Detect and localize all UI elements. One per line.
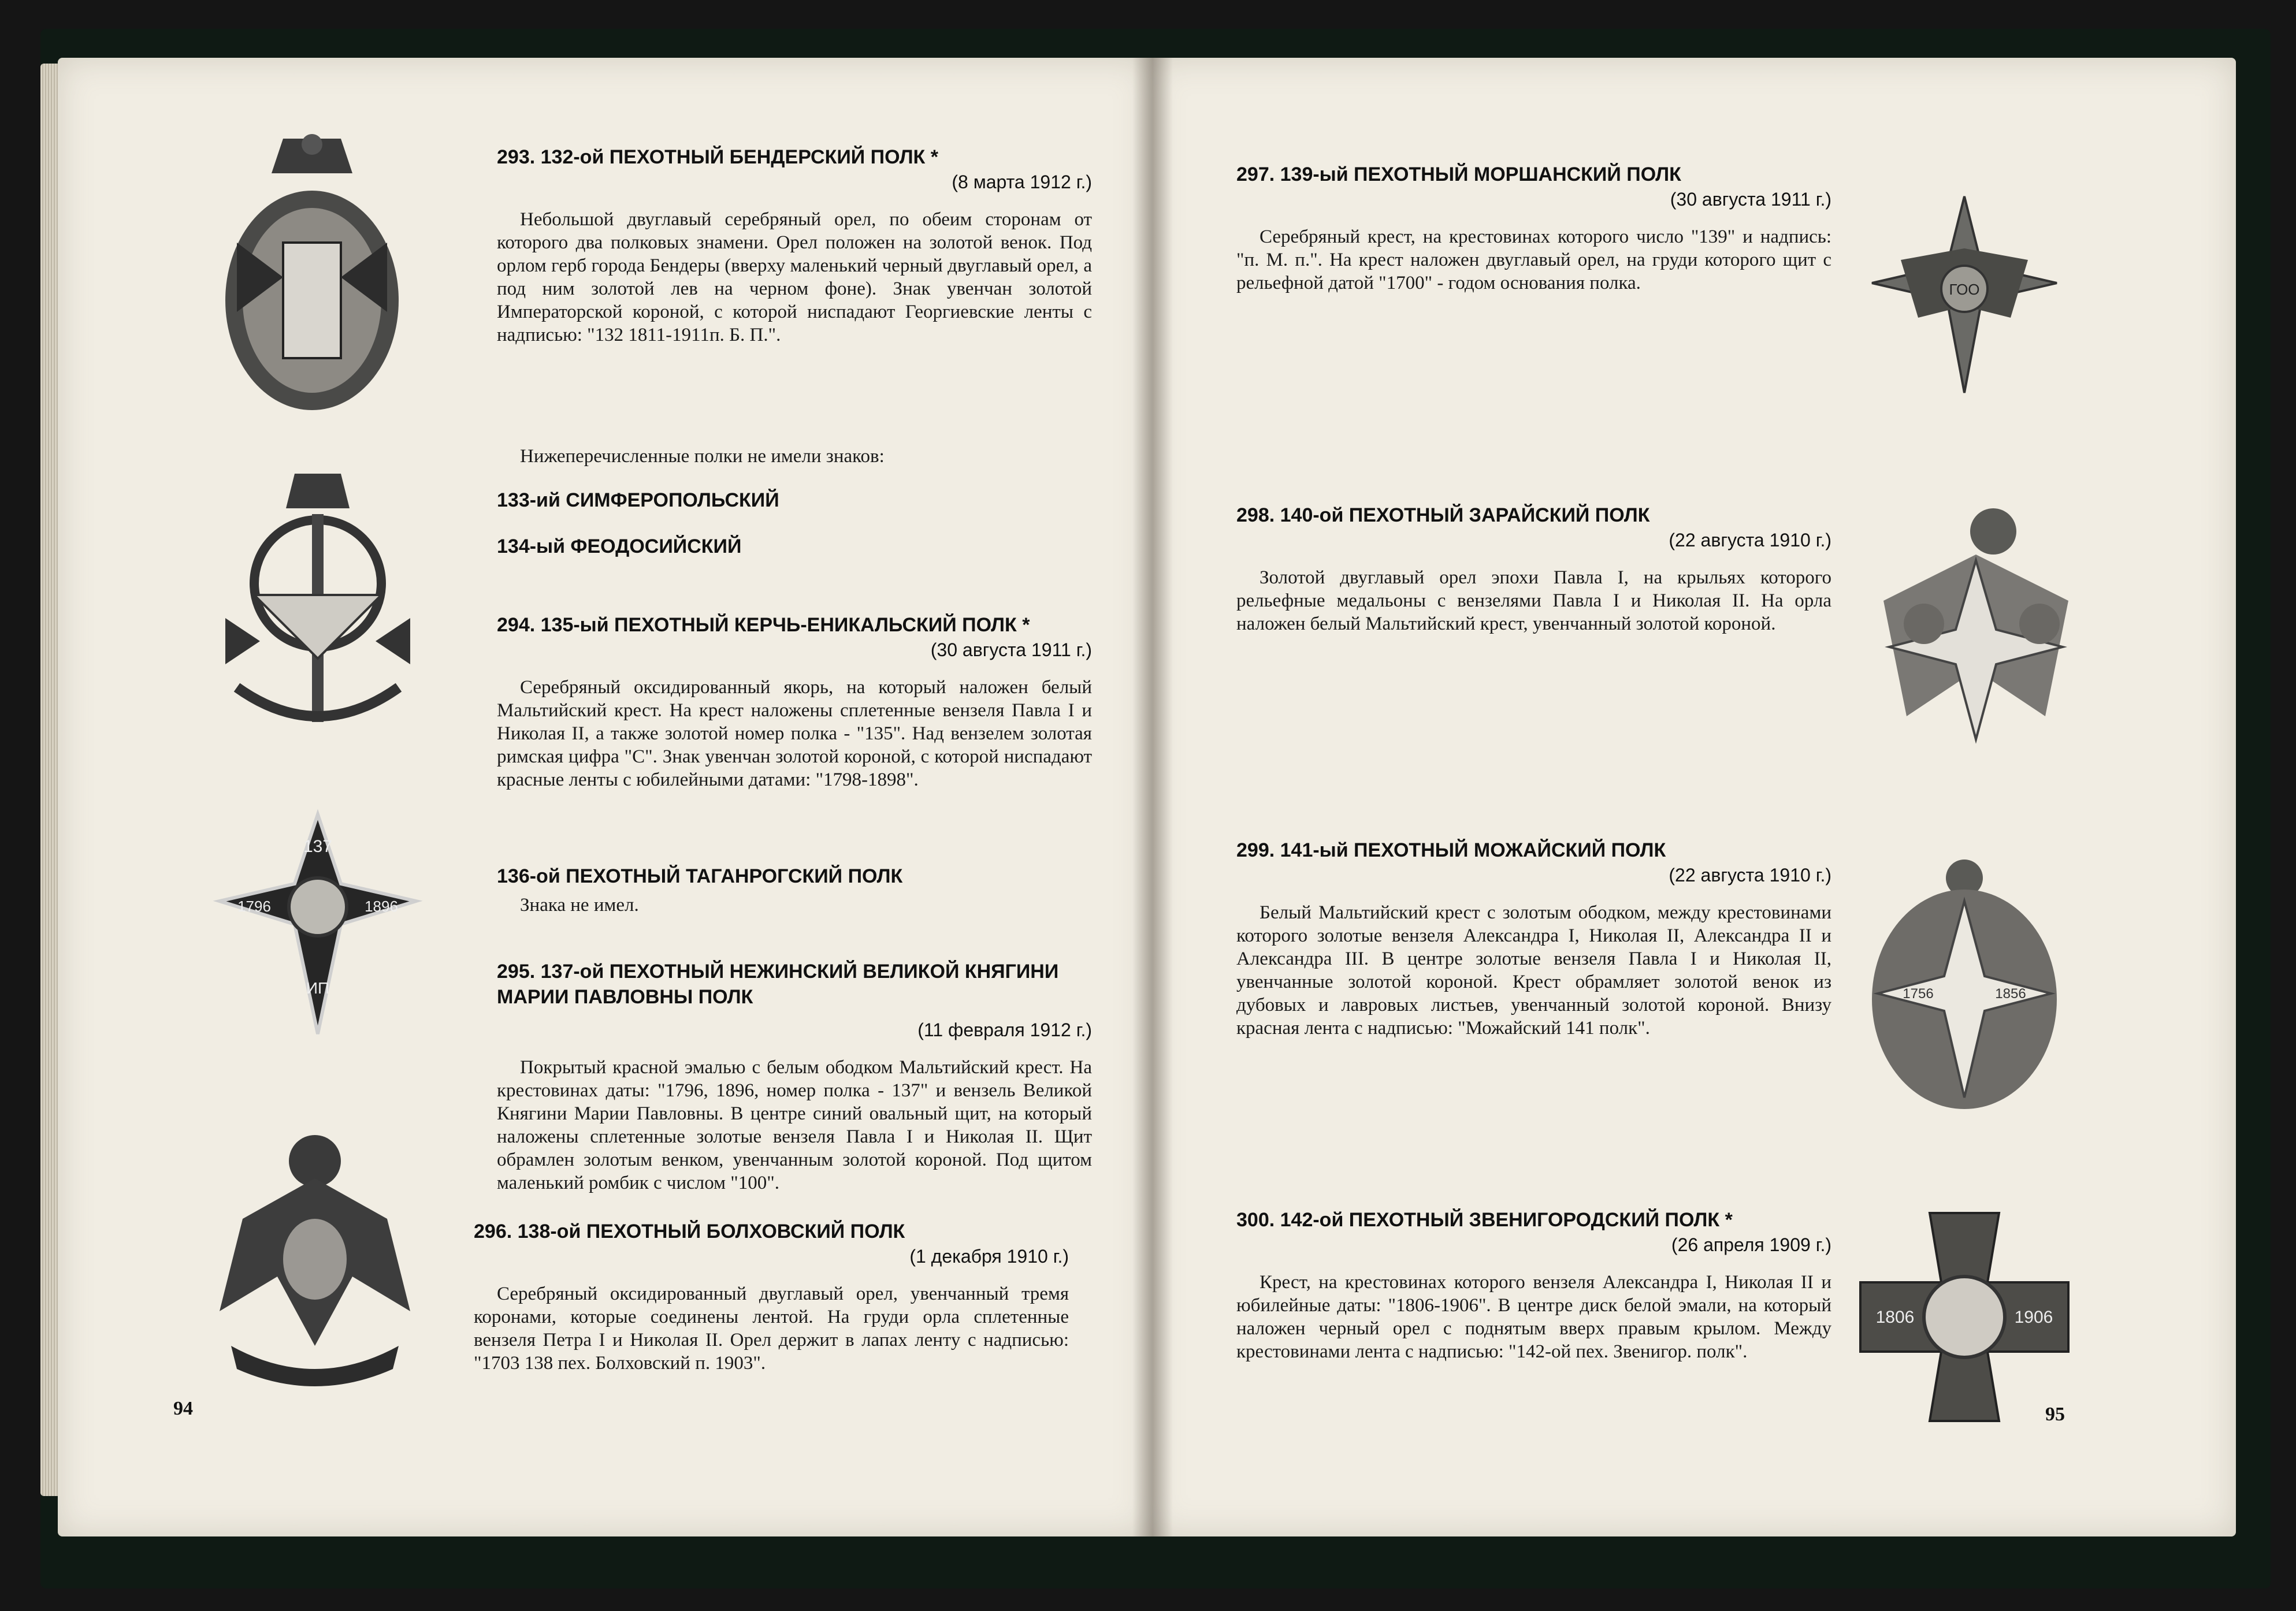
badge-141-mozhaisk: [1860, 855, 2068, 1126]
entry-136-heading: 136-ой ПЕХОТНЫЙ ТАГАНРОГСКИЙ ПОЛК: [497, 865, 903, 887]
book-gutter: [1132, 58, 1173, 1536]
entry-297-text: Серебряный крест, на крестовинах которого число "139" и надпись: "п. М. п.". На крест наложен двуглавый орел, на груди которого щит с рельефной датой "1700" - годом основания полка.: [1236, 226, 1831, 293]
entry-299: [1236, 838, 1831, 1040]
left-page-number: 94: [173, 1398, 193, 1419]
entry-136: [497, 864, 1092, 917]
entry-297-heading: 297. 139-ый ПЕХОТНЫЙ МОРШАНСКИЙ ПОЛК: [1236, 163, 1681, 185]
entry-300-text: Крест, на крестовинах которого вензеля Александра I, Николая II и юбилейные даты: "1806-1906". В центре диск белой эмали, на который наложен черный орел с поднятым вверх правым крылом. Между крестовинами лента с надписью: "142-ой пех. Звенигор. полк".: [1236, 1272, 1831, 1362]
entry-295-heading: 295. 137-ой ПЕХОТНЫЙ НЕЖИНСКИЙ ВЕЛИКОЙ КНЯГИНИ МАРИИ ПАВЛОВНЫ ПОЛК: [497, 961, 1059, 1008]
entry-293-heading: 293. 132-ой ПЕХОТНЫЙ БЕНДЕРСКИЙ ПОЛК *: [497, 146, 938, 168]
entry-298: [1236, 503, 1831, 635]
badge-140-zaraisk: [1872, 497, 2080, 774]
entry-294: [497, 612, 1092, 791]
entry-293-text: Небольшой двуглавый серебряный орел, по обеим сторонам от которого два полковых знамени. Орел положен на золотой венок. Под орлом герб города Бендеры (вверху маленький черный двуглавый орел, а под ним золотой лев на черном фоне). Знак увенчан золотой Императорской короной, с которой ниспадают Георгиевские ленты с надписью: "132 1811-1911п. Б. П.".: [497, 209, 1092, 345]
entry-294-text: Серебряный оксидированный якорь, на который наложен белый Мальтийский крест. На крест наложены сплетенные вензеля Павла I и Николая II, а также золотой номер полка - "135". Над вензелем золотая римская цифра "С". Знак увенчан золотой короной, с которой ниспадают красные ленты с юбилейными датами: "1798-1898".: [497, 677, 1092, 790]
badge-139-center: ГОО: [1949, 281, 1980, 298]
entry-293-date: (8 марта 1912 г.): [952, 172, 1092, 192]
entry-295-date: (11 февраля 1912 г.): [917, 1020, 1092, 1040]
entry-295-text: Покрытый красной эмалью с белым ободком Мальтийский крест. На крестовинах даты: "1796, 1896, номер полка - 137" и вензель Великой Княгини Марии Павловны. В центре синий овальный щит, на который наложены сплетенные золотые вензеля Павла I и Николая II. Щит обрамлен золотым венком, увенчанным золотой короной. Под щитом маленький ромбик с числом "100".: [497, 1057, 1092, 1193]
left-page: [58, 58, 1150, 1536]
entry-296: [474, 1219, 1069, 1375]
entry-300-date: (26 апреля 1909 г.): [1671, 1234, 1831, 1255]
badge-142-year-right: 1906: [2014, 1308, 2053, 1327]
badge-139-morshansk: [1866, 191, 2063, 399]
badge-142-zvenigorod: [1855, 1207, 2074, 1427]
no-badge-133: 133-ий СИМФЕРОПОЛЬСКИЙ: [497, 489, 779, 511]
entry-298-date: (22 августа 1910 г.): [1669, 530, 1831, 550]
badge-137-number: 137: [303, 837, 333, 856]
entry-299-text: Белый Мальтийский крест с золотым ободком, между крестовинами которого золотые вензеля Александра I, Николая II, Александра II и Александра III. В центре золотые вензеля Павла I и Николая II, увенчанные золотой короной. Крест обрамляет золотой венок из дубовых и лавровых листьев, увенчанный золотой короной. Внизу красная лента с надписью: "Можайский 141 полк".: [1236, 902, 1831, 1039]
badge-137-nezhin: [208, 809, 428, 1040]
entry-294-date: (30 августа 1911 г.): [930, 639, 1092, 660]
badge-137-year-left: 1796: [237, 898, 271, 915]
no-badges-intro: Нижеперечисленные полки не имели знаков:: [520, 446, 885, 467]
entry-298-heading: 298. 140-ой ПЕХОТНЫЙ ЗАРАЙСКИЙ ПОЛК: [1236, 504, 1650, 526]
right-page: [1150, 58, 2236, 1536]
entry-299-date: (22 августа 1910 г.): [1669, 865, 1831, 886]
badge-137-year-right: 1896: [365, 898, 398, 915]
entry-293: [497, 144, 1092, 347]
entry-296-heading: 296. 138-ой ПЕХОТНЫЙ БОЛХОВСКИЙ ПОЛК: [474, 1221, 905, 1242]
badge-132-bender: [202, 127, 422, 416]
badge-141-year-right: 1856: [1995, 986, 2026, 1002]
entry-296-date: (1 декабря 1910 г.): [909, 1246, 1069, 1267]
entry-136-note: Знака не имел.: [520, 895, 639, 916]
entry-299-heading: 299. 141-ый ПЕХОТНЫЙ МОЖАЙСКИЙ ПОЛК: [1236, 839, 1666, 861]
entry-294-heading: 294. 135-ый ПЕХОТНЫЙ КЕРЧЬ-ЕНИКАЛЬСКИЙ ПОЛК *: [497, 614, 1030, 636]
right-page-number: 95: [2045, 1404, 2065, 1425]
entry-298-text: Золотой двуглавый орел эпохи Павла I, на крыльях которого рельефные медальоны с вензелями Павла I и Николая II. На орла наложен белый Мальтийский крест, увенчанный золотой короной.: [1236, 567, 1831, 634]
badge-141-year-left: 1756: [1903, 986, 1934, 1002]
entry-297: [1236, 162, 1831, 295]
badge-142-year-left: 1806: [1875, 1308, 1915, 1327]
entry-300: [1236, 1207, 1831, 1363]
badge-138-bolkhov: [208, 1126, 422, 1404]
badge-135-kerch: [220, 468, 416, 745]
no-badge-134: 134-ый ФЕОДОСИЙСКИЙ: [497, 535, 742, 557]
entry-300-heading: 300. 142-ой ПЕХОТНЫЙ ЗВЕНИГОРОДСКИЙ ПОЛК *: [1236, 1209, 1733, 1231]
entry-297-date: (30 августа 1911 г.): [1670, 189, 1831, 210]
entry-296-text: Серебряный оксидированный двуглавый орел, увенчанный тремя коронами, которые соединены лентой. На груди орла сплетенные вензеля Петра I и Николая II. Орел держит в лапах ленту с надписью: "1703 138 пех. Болховский п. 1903".: [474, 1283, 1069, 1374]
entry-295: [497, 959, 1092, 1195]
badge-137-bottom: ИП: [306, 979, 330, 997]
no-badges-block: [497, 445, 1092, 559]
